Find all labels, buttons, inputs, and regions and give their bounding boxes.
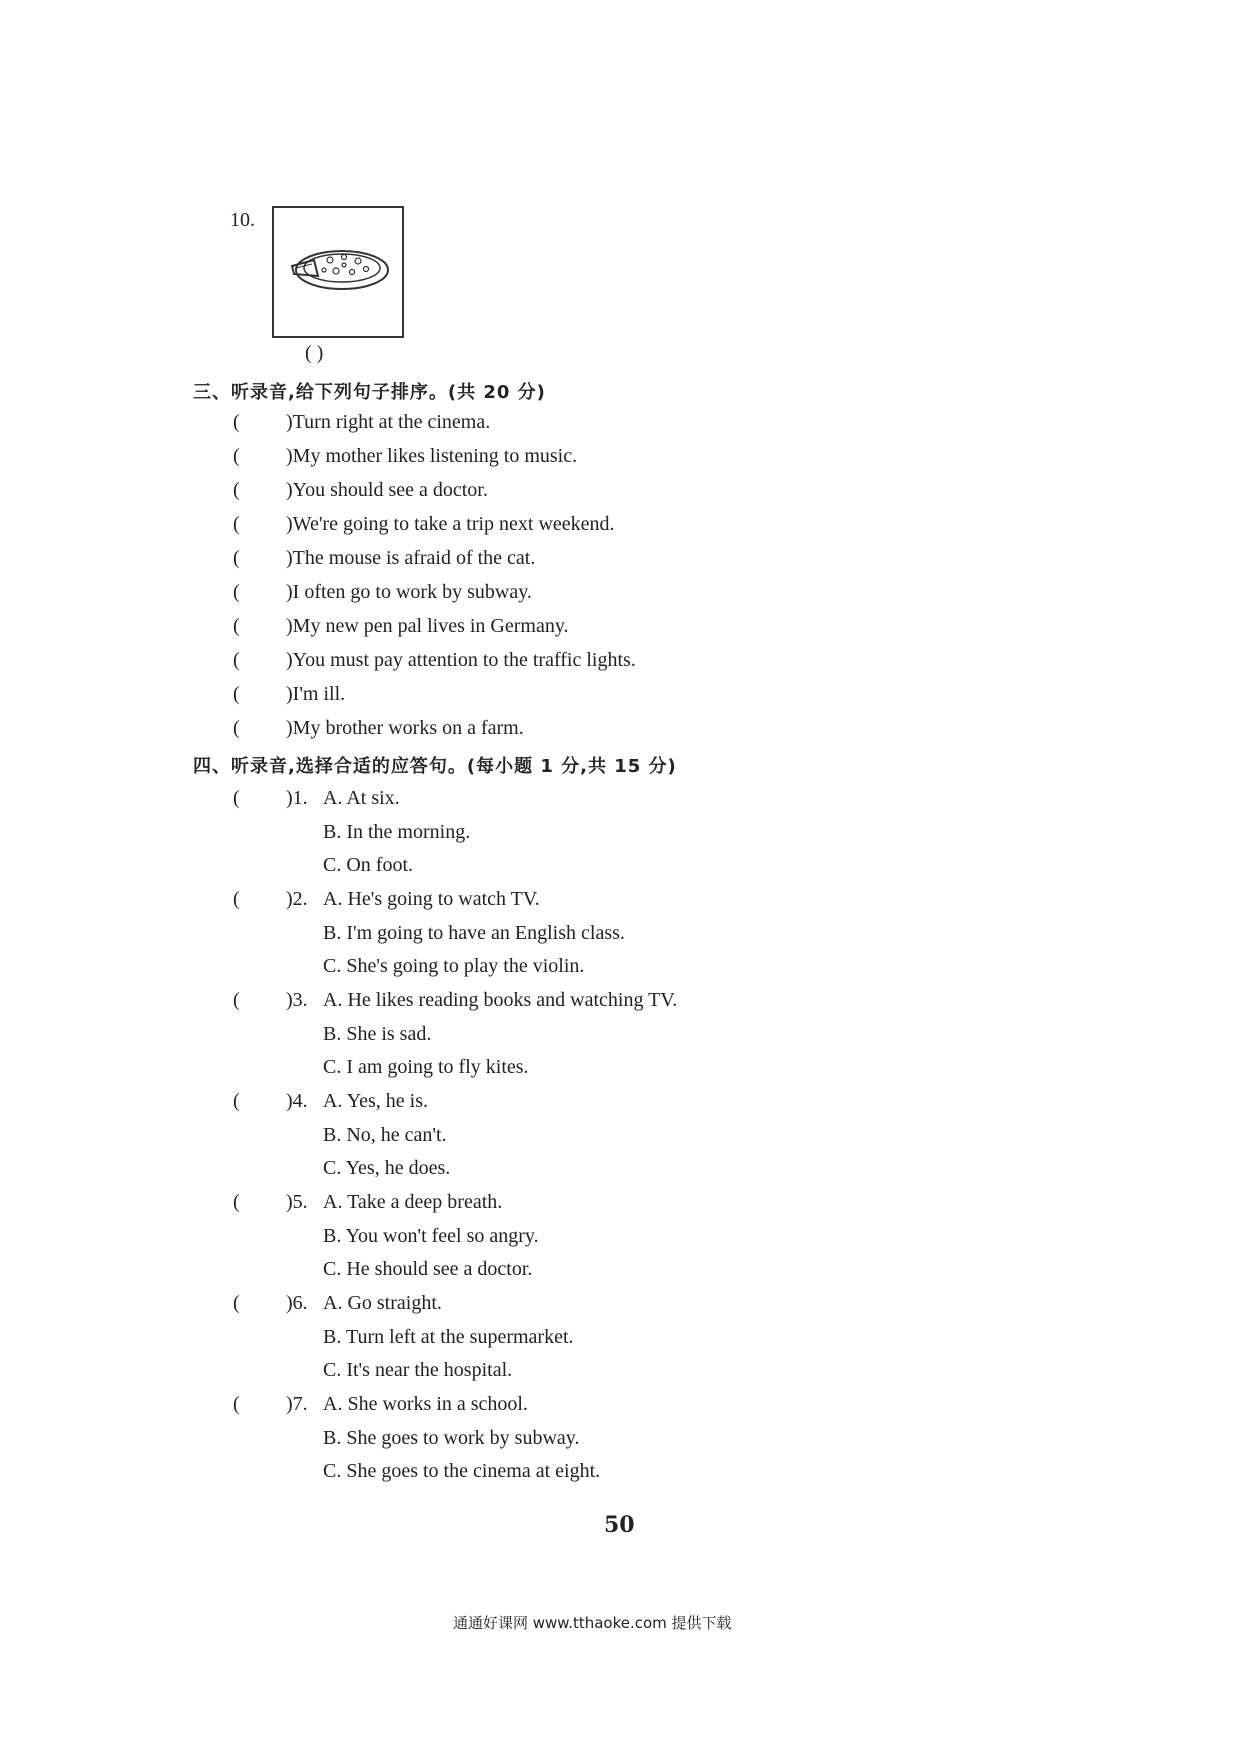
option-c: C. She's going to play the violin.: [323, 955, 585, 977]
option-a: A. Take a deep breath.: [323, 1191, 503, 1213]
question-number-label: 2.: [292, 888, 308, 910]
sentence-label: We're going to take a trip next weekend.: [292, 513, 615, 535]
sentence-label: My brother works on a farm.: [292, 717, 524, 739]
sentence-label: The mouse is afraid of the cat.: [292, 547, 536, 569]
sentence-text: )You must pay attention to the traffic lights.: [286, 649, 636, 671]
answer-paren-open[interactable]: (: [233, 1090, 240, 1112]
answer-paren-open[interactable]: (: [233, 411, 240, 433]
page-number: 50: [604, 1512, 635, 1538]
answer-paren-open[interactable]: (: [233, 547, 240, 569]
question-number-label: 3.: [292, 989, 308, 1011]
sentence-label: You must pay attention to the traffic lights.: [292, 649, 636, 671]
option-a: A. He's going to watch TV.: [323, 888, 540, 910]
answer-paren-open[interactable]: (: [233, 615, 240, 637]
option-a: A. He likes reading books and watching TV.: [323, 989, 678, 1011]
section-3-heading: 三、听录音,给下列句子排序。(共 20 分): [193, 382, 546, 403]
question-number: )4.: [286, 1090, 308, 1112]
answer-paren-open[interactable]: (: [233, 1191, 240, 1213]
question-number: )3.: [286, 989, 308, 1011]
pizza-icon: [274, 208, 402, 336]
option-b: B. Turn left at the supermarket.: [323, 1326, 574, 1348]
question-number: )2.: [286, 888, 308, 910]
question-10-number: 10.: [230, 209, 255, 231]
sentence-text: )My brother works on a farm.: [286, 717, 524, 739]
sentence-text: )I'm ill.: [286, 683, 346, 705]
answer-paren-open[interactable]: (: [233, 787, 240, 809]
sentence-label: I often go to work by subway.: [292, 581, 532, 603]
sentence-text: )You should see a doctor.: [286, 479, 488, 501]
option-b: B. You won't feel so angry.: [323, 1225, 539, 1247]
answer-paren-open[interactable]: (: [233, 581, 240, 603]
option-b: B. In the morning.: [323, 821, 471, 843]
answer-paren-open[interactable]: (: [233, 683, 240, 705]
sentence-label: I'm ill.: [292, 683, 346, 705]
answer-paren-open[interactable]: (: [233, 1393, 240, 1415]
option-c: C. He should see a doctor.: [323, 1258, 533, 1280]
option-b: B. She is sad.: [323, 1023, 432, 1045]
answer-paren-open[interactable]: (: [233, 989, 240, 1011]
sentence-label: You should see a doctor.: [292, 479, 488, 501]
option-c: C. On foot.: [323, 854, 413, 876]
option-a: A. Go straight.: [323, 1292, 442, 1314]
question-number-label: 4.: [292, 1090, 308, 1112]
option-a: A. At six.: [323, 787, 400, 809]
question-10-picture: [272, 206, 404, 338]
sentence-text: )My mother likes listening to music.: [286, 445, 578, 467]
question-number: )5.: [286, 1191, 308, 1213]
sentence-text: )I often go to work by subway.: [286, 581, 532, 603]
option-c: C. It's near the hospital.: [323, 1359, 513, 1381]
answer-paren-open[interactable]: (: [233, 649, 240, 671]
answer-paren-open[interactable]: (: [233, 1292, 240, 1314]
question-number: )6.: [286, 1292, 308, 1314]
answer-paren-open[interactable]: (: [233, 717, 240, 739]
sentence-label: Turn right at the cinema.: [292, 411, 491, 433]
sentence-label: My new pen pal lives in Germany.: [292, 615, 569, 637]
section-4-heading: 四、听录音,选择合适的应答句。(每小题 1 分,共 15 分): [193, 756, 677, 777]
answer-paren-open[interactable]: (: [233, 445, 240, 467]
option-b: B. No, he can't.: [323, 1124, 447, 1146]
sentence-text: )My new pen pal lives in Germany.: [286, 615, 569, 637]
footer-source: 通通好课网 www.tthaoke.com 提供下载: [453, 1614, 732, 1632]
question-number-label: 5.: [292, 1191, 308, 1213]
answer-paren-open[interactable]: (: [233, 479, 240, 501]
sentence-text: )The mouse is afraid of the cat.: [286, 547, 536, 569]
question-10-answer-blank[interactable]: ( ): [305, 342, 324, 364]
question-number-label: 7.: [292, 1393, 308, 1415]
question-number: )1.: [286, 787, 308, 809]
sentence-text: )We're going to take a trip next weekend.: [286, 513, 615, 535]
option-c: C. I am going to fly kites.: [323, 1056, 529, 1078]
question-number: )7.: [286, 1393, 308, 1415]
option-c: C. She goes to the cinema at eight.: [323, 1460, 601, 1482]
answer-paren-open[interactable]: (: [233, 888, 240, 910]
option-c: C. Yes, he does.: [323, 1157, 451, 1179]
sentence-text: )Turn right at the cinema.: [286, 411, 491, 433]
option-a: A. Yes, he is.: [323, 1090, 429, 1112]
question-number-label: 6.: [292, 1292, 308, 1314]
answer-paren-open[interactable]: (: [233, 513, 240, 535]
option-b: B. I'm going to have an English class.: [323, 922, 625, 944]
question-number-label: 1.: [292, 787, 308, 809]
sentence-label: My mother likes listening to music.: [292, 445, 578, 467]
option-b: B. She goes to work by subway.: [323, 1427, 580, 1449]
option-a: A. She works in a school.: [323, 1393, 528, 1415]
